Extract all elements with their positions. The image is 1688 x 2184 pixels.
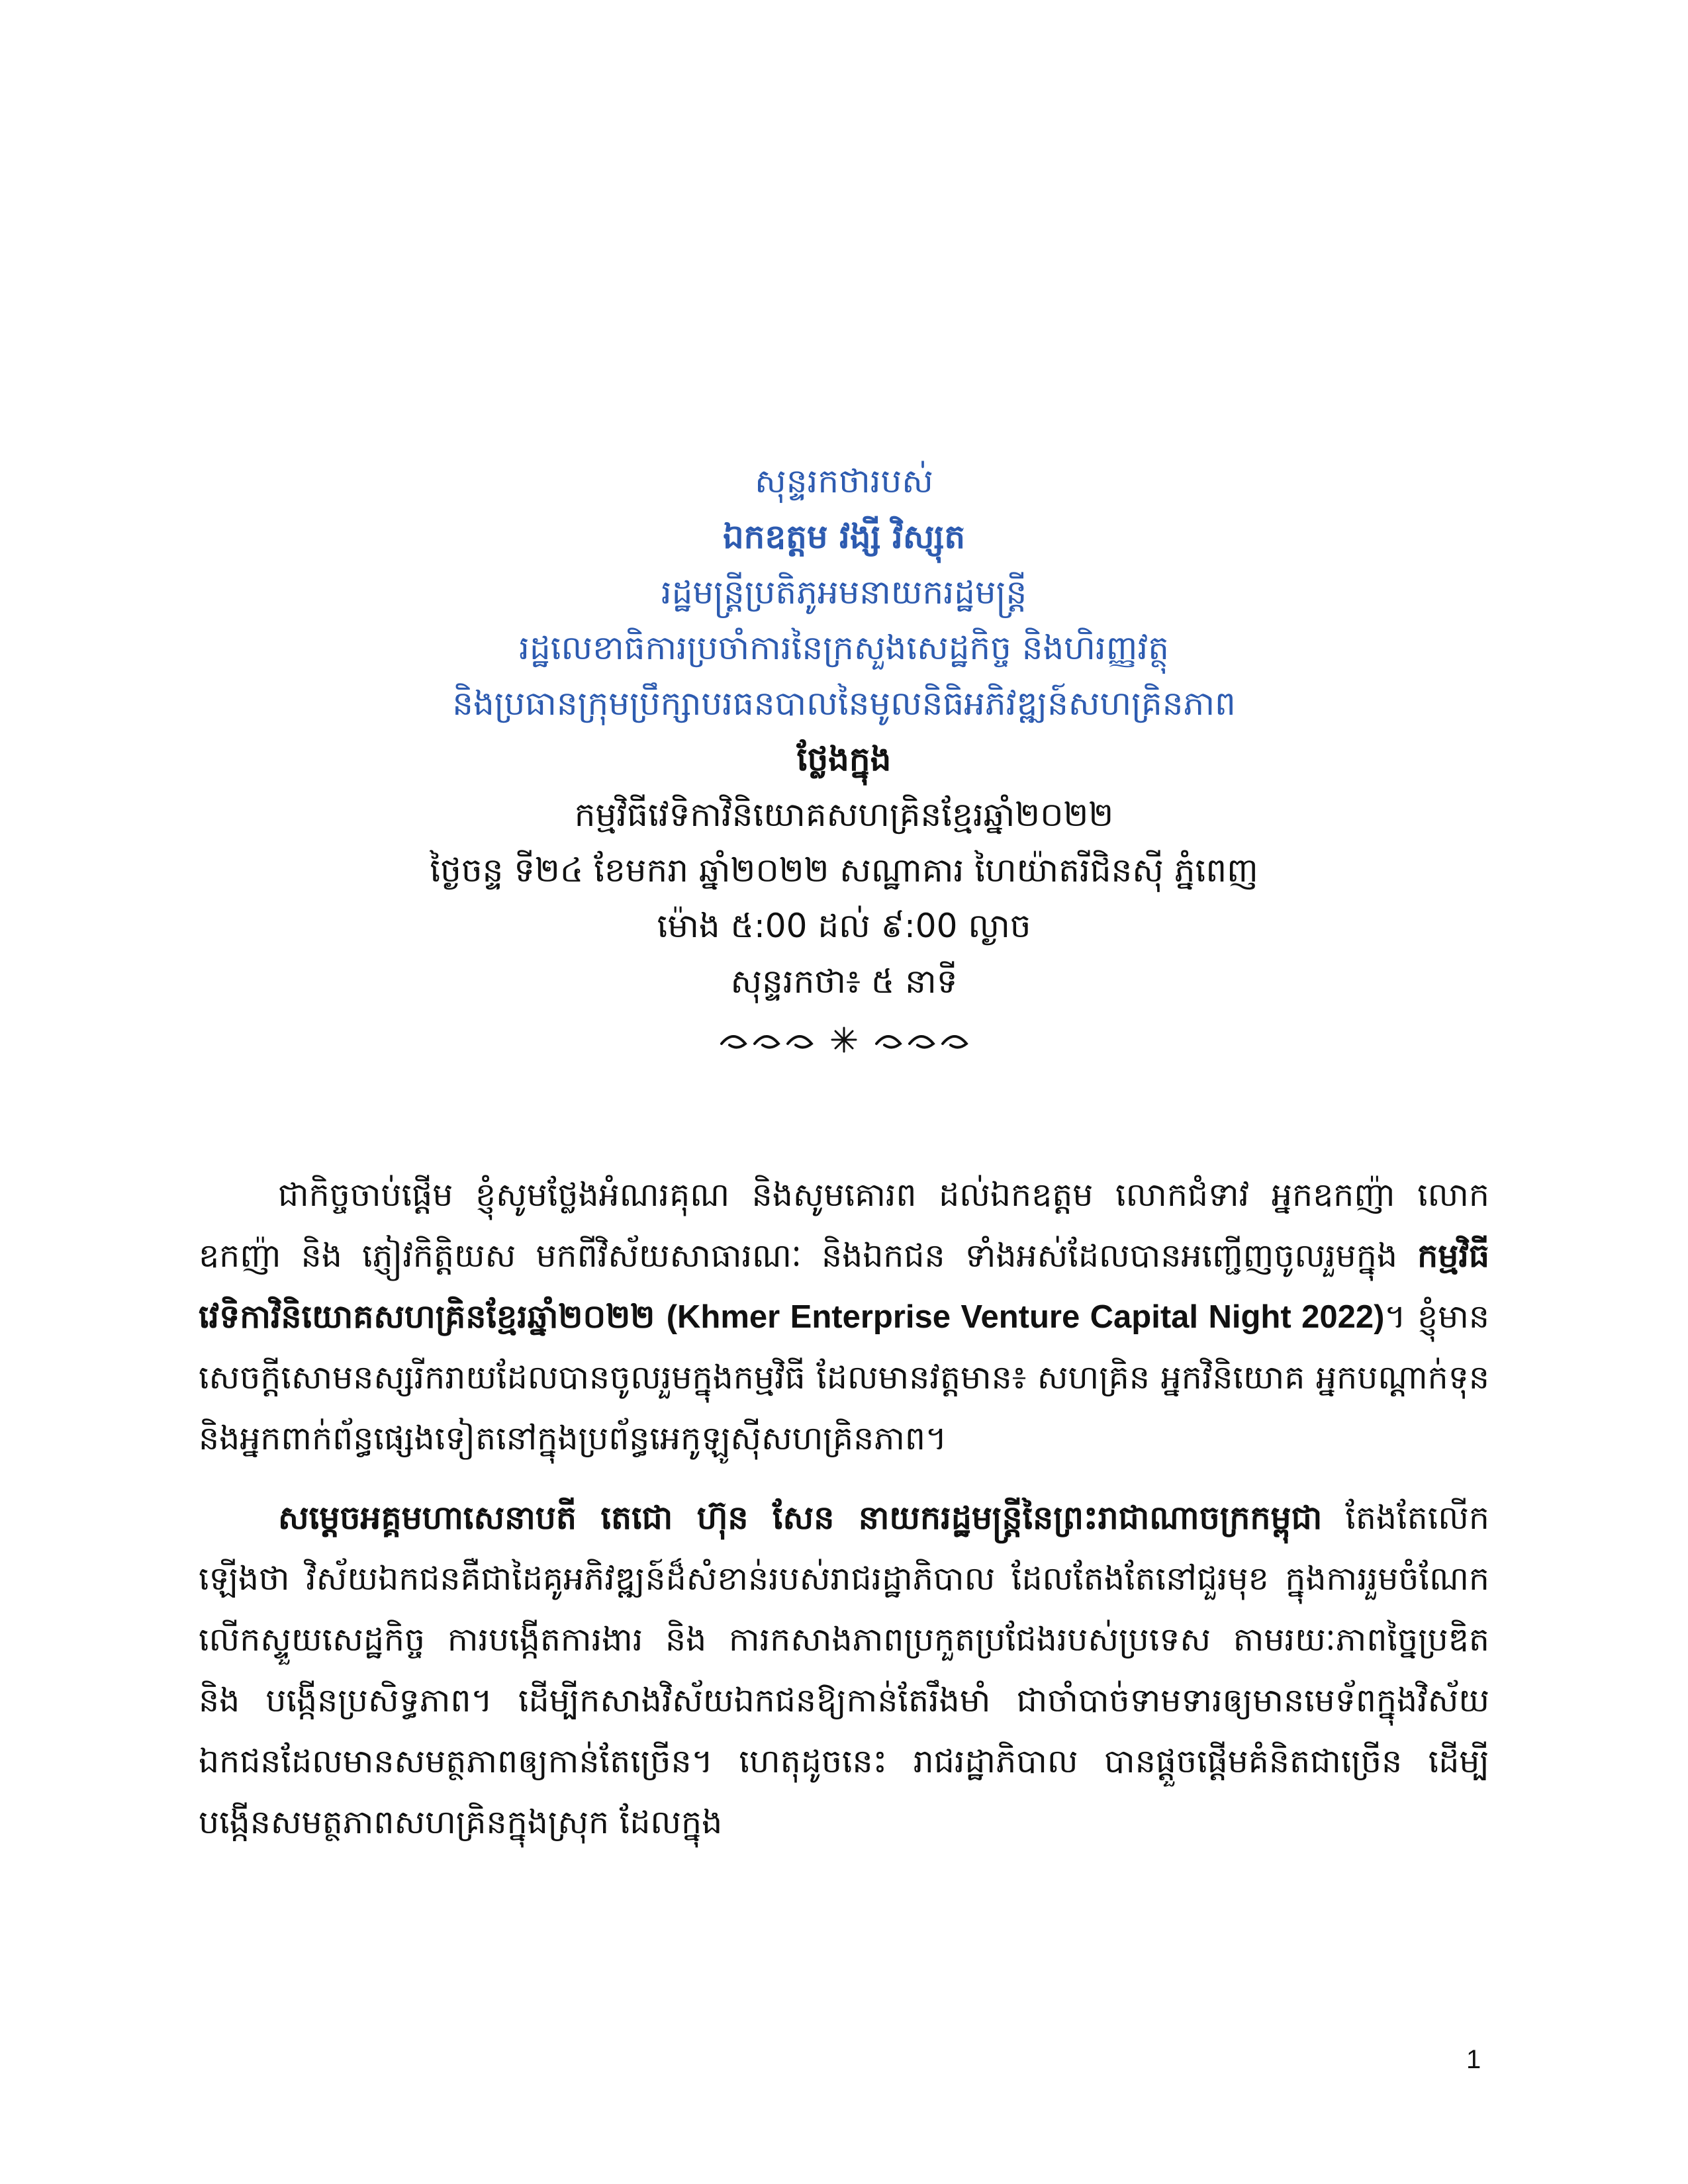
- paragraph-opening-text: ជាកិច្ចចាប់ផ្ដើម ខ្ញុំសូមថ្លែងអំណរគុណ និងសូមគោរព ដល់ឯកឧត្តម លោកជំទាវ អ្នកឧកញ៉ា លោកឧកញ៉ា និង ភ្ញៀវកិត្តិយស មកពីវិស័យសាធារណៈ និងឯកជន ទាំងអស់ដែលបានអញ្ជើញចូលរួមក្នុង: [199, 1176, 1489, 1275]
- speech-label: សុន្ទរកថារបស់: [755, 462, 933, 500]
- speaker-title-3: និងប្រធានក្រុមប្រឹក្សាបរធនបាលនៃមូលនិធិអភិវឌ្ឍន៍សហគ្រិនភាព: [452, 684, 1236, 723]
- speaker-name: ឯកឧត្តម វង្សី វិស្សុត: [722, 518, 966, 556]
- paragraph-prime-minister: [199, 1488, 1489, 1853]
- speech-body: [199, 1165, 1489, 1872]
- paragraph-opening-text-continued: ។ ខ្ញុំមានសេចក្ដីសោមនស្សរីករាយដែលបានចូលរួមក្នុងកម្មវិធី ដែលមានវត្តមាន៖ សហគ្រិន អ្នកវិនិយោគ អ្នកបណ្ដាក់ទុន និងអ្នកពាក់ព័ន្ធផ្សេងទៀតនៅក្នុងប្រព័ន្ធអេកូឡូស៊ីសហគ្រិនភាព។: [199, 1298, 1489, 1457]
- event-name-khmer: កម្មវិធីវេទិកាវិនិយោគសហគ្រិនខ្មែរឆ្នាំ២០២២: [199, 1237, 1490, 1336]
- speaker-title-2: រដ្ឋលេខាធិការប្រចាំការនៃក្រសួងសេដ្ឋកិច្ច និងហិរញ្ញវត្ថុ: [519, 629, 1169, 667]
- decorative-divider-icon: [199, 1019, 1489, 1058]
- prime-minister-title: សម្ដេចអគ្គមហាសេនាបតី តេជោ ហ៊ុន សែន នាយករដ្ឋមន្ត្រីនៃព្រះរាជាណាចក្រកម្ពុជា: [278, 1499, 1323, 1537]
- event-title: កម្មវិធីវេទិកាវិនិយោគសហគ្រិនខ្មែរឆ្នាំ២០២២: [574, 796, 1114, 834]
- event-date-venue: ថ្ងៃចន្ទ ទី២៤ ខែមករា ឆ្នាំ២០២២ សណ្ឋាគារ ហៃយ៉ាតរីជិនស៊ី ភ្នំពេញ: [430, 851, 1258, 889]
- speech-duration: សុន្ទរកថា៖ ៥ នាទី: [730, 962, 958, 1001]
- speaker-title-1: រដ្ឋមន្ត្រីប្រតិភូអមនាយករដ្ឋមន្ត្រី: [661, 573, 1027, 612]
- event-name-english: (Khmer Enterprise Venture Capital Night 2022): [666, 1299, 1385, 1335]
- event-time: ម៉ោង ៥:00 ដល់ ៩:00 ល្ងាច: [657, 907, 1031, 945]
- paragraph-prime-minister-text: តែងតែលើកឡើងថា វិស័យឯកជនគឺជាដៃគូអភិវឌ្ឍន៍ដ៏សំខាន់របស់រាជរដ្ឋាភិបាល ដែលតែងតែនៅជួរមុខ ក្នុងការរួមចំណែកលើកស្ទួយសេដ្ឋកិច្ច ការបង្កើតការងារ និង ការកសាងភាពប្រកួតប្រជែងរបស់ប្រទេស តាមរយៈភាពច្នៃប្រឌិត និង បង្កើនប្រសិទ្ធភាព។ ដើម្បីកសាងវិស័យឯកជនឱ្យកាន់តែរឹងមាំ ជាចាំបាច់ទាមទារឲ្យមានមេទ័ពក្នុងវិស័យឯកជនដែលមានសមត្ថភាពឲ្យកាន់តែច្រើន។ ហេតុដូចនេះ រាជរដ្ឋាភិបាល បានផ្ដួចផ្ដើមគំនិតជាច្រើន ដើម្បីបង្កើនសមត្ថភាពសហគ្រិនក្នុងស្រុក ដែលក្នុង: [199, 1499, 1490, 1841]
- speech-heading: [199, 453, 1489, 1058]
- delivered-at-label: ថ្លែងក្នុង: [796, 740, 892, 778]
- paragraph-opening: [199, 1165, 1489, 1469]
- page-number: 1: [1466, 2045, 1481, 2074]
